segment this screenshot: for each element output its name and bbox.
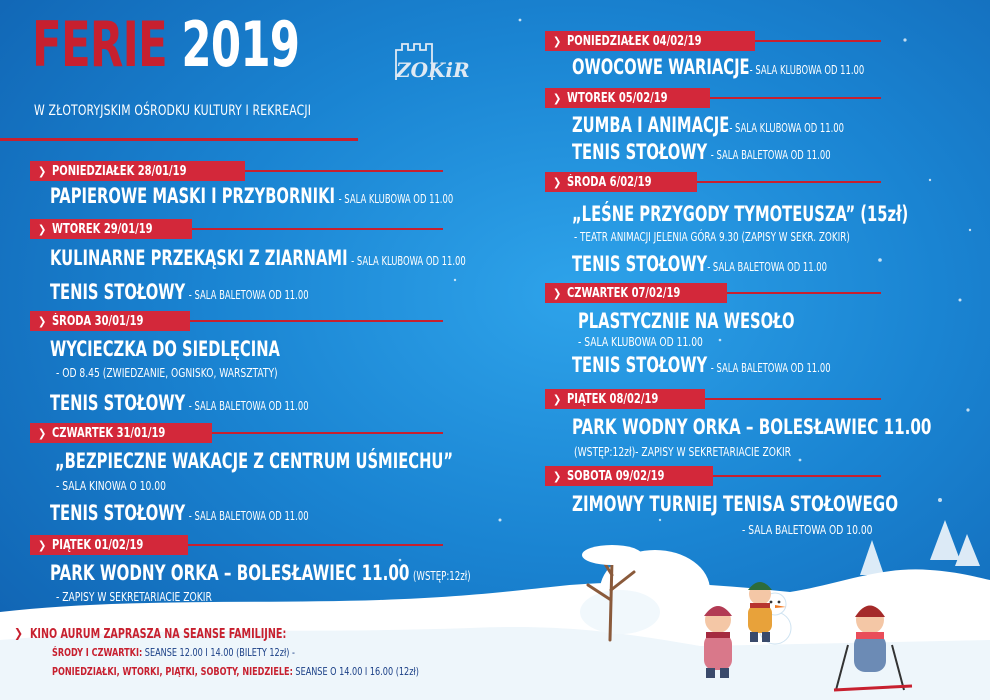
event-note: - SALA BALETOWA OD 10.00 bbox=[742, 523, 873, 537]
event-item: PARK WODNY ORKA – BOLESŁAWIEC 11.00 (WSTĘP:12zł) bbox=[50, 561, 471, 585]
event-title: WYCIECZKA DO SIEDLĘCINA bbox=[50, 337, 280, 361]
chevron-right-icon: ❯ bbox=[38, 538, 47, 552]
event-item: TENIS STOŁOWY - SALA BALETOWA OD 11.00 bbox=[572, 140, 831, 164]
day-header-right-5: ❯ PIĄTEK 08/02/19 bbox=[545, 389, 881, 409]
chevron-right-icon: ❯ bbox=[553, 175, 562, 189]
day-header-left-3: ❯ ŚRODA 30/01/19 bbox=[30, 311, 443, 331]
title-year: 2019 bbox=[181, 8, 300, 81]
event-note: - SALA KINOWA O 10.00 bbox=[56, 479, 166, 493]
chevron-right-icon: ❯ bbox=[553, 469, 562, 483]
event-item: OWOCOWE WARIACJE- SALA KLUBOWA OD 11.00 bbox=[572, 55, 865, 79]
event-note: - OD 8.45 (ZWIEDZANIE, OGNISKO, WARSZTATY) bbox=[56, 366, 278, 380]
chevron-right-icon: ❯ bbox=[553, 392, 562, 406]
chevron-right-icon: ❯ bbox=[14, 626, 24, 640]
day-header-left-4: ❯ CZWARTEK 31/01/19 bbox=[30, 423, 443, 443]
event-title: PARK WODNY ORKA – BOLESŁAWIEC 11.00 bbox=[572, 415, 932, 439]
subtitle: W ZŁOTORYJSKIM OŚRODKU KULTURY I REKREACJI bbox=[34, 103, 312, 119]
day-header-right-3: ❯ ŚRODA 6/02/19 bbox=[545, 172, 881, 192]
chevron-right-icon: ❯ bbox=[553, 91, 562, 105]
event-item: TENIS STOŁOWY - SALA BALETOWA OD 11.00 bbox=[50, 391, 309, 415]
day-header-left-1: ❯ PONIEDZIAŁEK 28/01/19 bbox=[30, 161, 443, 181]
event-note: - SALA KLUBOWA OD 11.00 bbox=[578, 335, 703, 349]
event-item: TENIS STOŁOWY - SALA BALETOWA OD 11.00 bbox=[572, 353, 831, 377]
logo-text: ZOKiR bbox=[396, 58, 470, 82]
event-item: TENIS STOŁOWY- SALA BALETOWA OD 11.00 bbox=[572, 252, 827, 276]
event-item: TENIS STOŁOWY - SALA BALETOWA OD 11.00 bbox=[50, 280, 309, 304]
event-item: ZUMBA I ANIMACJE- SALA KLUBOWA OD 11.00 bbox=[572, 113, 844, 137]
cinema-line-1: ŚRODY I CZWARTKI: SEANSE 12.00 I 14.00 (BILETY 12zł) - bbox=[52, 646, 295, 659]
event-title: PLASTYCZNIE NA WESOŁO bbox=[578, 309, 795, 333]
day-header-right-1: ❯ PONIEDZIAŁEK 04/02/19 bbox=[545, 31, 881, 51]
event-note: - TEATR ANIMACJI JELENIA GÓRA 9.30 (ZAPISY W SEKR. ZOKIR) bbox=[574, 230, 850, 244]
day-header-right-4: ❯ CZWARTEK 07/02/19 bbox=[545, 283, 881, 303]
event-item: TENIS STOŁOWY - SALA BALETOWA OD 11.00 bbox=[50, 501, 309, 525]
chevron-right-icon: ❯ bbox=[553, 34, 562, 48]
title-ferie: FERIE bbox=[32, 8, 167, 81]
day-header-left-5: ❯ PIĄTEK 01/02/19 bbox=[30, 535, 443, 555]
day-header-right-2: ❯ WTOREK 05/02/19 bbox=[545, 88, 881, 108]
title-divider bbox=[0, 138, 358, 141]
page-title bbox=[32, 8, 300, 81]
chevron-right-icon: ❯ bbox=[38, 222, 47, 236]
event-note: - ZAPISY W SEKRETARIACIE ZOKIR bbox=[56, 590, 212, 604]
event-title: „BEZPIECZNE WAKACJE Z CENTRUM UŚMIECHU” bbox=[55, 449, 454, 473]
cinema-heading: KINO AURUM ZAPRASZA NA SEANSE FAMILIJNE: bbox=[30, 627, 287, 642]
event-title: ZIMOWY TURNIEJ TENISA STOŁOWEGO bbox=[572, 492, 899, 516]
cinema-line-2: PONIEDZIAŁKI, WTORKI, PIĄTKI, SOBOTY, NIEDZIELE: SEANSE O 14.00 I 16.00 (12zł) bbox=[52, 665, 419, 678]
chevron-right-icon: ❯ bbox=[38, 314, 47, 328]
chevron-right-icon: ❯ bbox=[553, 286, 562, 300]
day-header-left-2: ❯ WTOREK 29/01/19 bbox=[30, 219, 443, 239]
event-item: PAPIEROWE MASKI I PRZYBORNIKI - SALA KLUBOWA OD 11.00 bbox=[50, 184, 454, 208]
event-item: KULINARNE PRZEKĄSKI Z ZIARNAMI - SALA KLUBOWA OD 11.00 bbox=[50, 246, 466, 270]
chevron-right-icon: ❯ bbox=[38, 426, 47, 440]
event-note: (WSTĘP:12zł)- ZAPISY W SEKRETARIACIE ZOKIR bbox=[574, 445, 792, 459]
day-header-right-6: ❯ SOBOTA 09/02/19 bbox=[545, 466, 881, 486]
chevron-right-icon: ❯ bbox=[38, 164, 47, 178]
event-title: „LEŚNE PRZYGODY TYMOTEUSZA” (15zł) bbox=[572, 202, 909, 226]
